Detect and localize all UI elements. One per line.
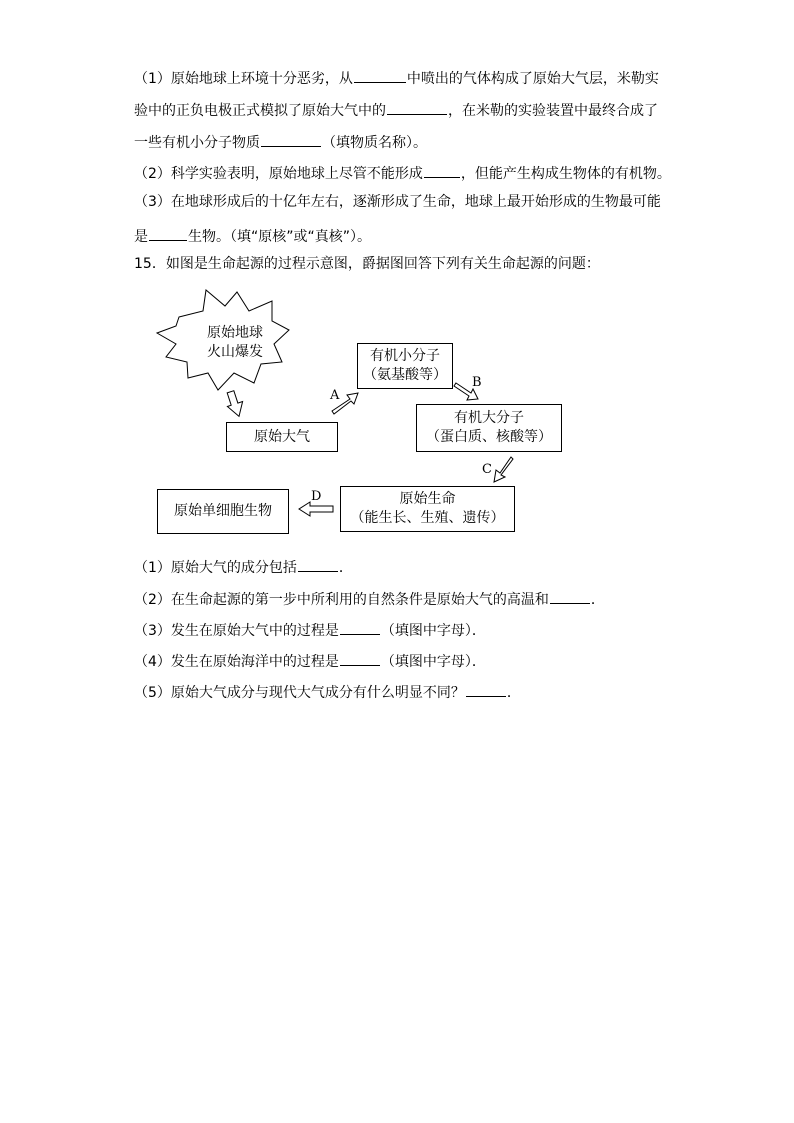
text: 中喷出的气体构成了原始大气层，米勒实	[406, 71, 659, 87]
text: （1）原始地球上环境十分恶劣，从	[134, 71, 353, 87]
q15-part2	[134, 589, 605, 608]
label-b: B	[472, 375, 482, 390]
q15-part5	[134, 682, 521, 701]
arrow-c	[494, 457, 513, 482]
large-mol-line2: （蛋白质、核酸等）	[426, 429, 552, 445]
label-c: C	[482, 462, 492, 477]
answer-blank[interactable]	[466, 682, 506, 697]
q15-part1	[134, 557, 353, 576]
text: ．	[590, 592, 605, 608]
text: （5）原始大气成分与现代大气成分有什么明显不同？	[134, 685, 465, 701]
answer-blank[interactable]	[550, 589, 590, 604]
large-mol-line1: 有机大分子	[454, 410, 524, 426]
text: 生物。（填“原核”或“真核”）。	[188, 229, 372, 245]
volcano-label	[195, 323, 275, 363]
text: （填图中字母）．	[380, 623, 486, 639]
text: ，在米勒的实验装置中最终合成了	[448, 103, 658, 119]
text: ．	[506, 685, 521, 701]
diagram-shapes	[0, 0, 794, 560]
text: （2）科学实验表明，原始地球上尽管不能形成	[134, 166, 423, 182]
text: （1）原始大气的成分包括	[134, 560, 297, 576]
label-d: D	[311, 489, 322, 504]
text: （填图中字母）．	[380, 654, 486, 670]
text: ，但能产生构成生物体的有机物。	[460, 166, 671, 182]
label-a: A	[330, 388, 340, 403]
small-mol-line2: （氨基酸等）	[363, 367, 447, 383]
q15-part3	[134, 620, 486, 639]
answer-blank[interactable]	[340, 651, 380, 666]
text: 验中的正负电极正式模拟了原始大气中的	[134, 103, 386, 119]
arrow-volcano-down	[223, 389, 246, 419]
text: （4）发生在原始海洋中的过程是	[134, 654, 339, 670]
arrow-d	[299, 502, 333, 516]
text: （填物质名称）。	[322, 135, 427, 151]
volcano-line2: 火山爆发	[207, 344, 263, 360]
atmosphere-label: 原始大气	[254, 428, 310, 445]
box-single-cell	[157, 489, 289, 534]
q15-part4	[134, 651, 486, 670]
box-primitive-atmosphere	[226, 422, 338, 452]
text: 15．如图是生命起源的过程示意图，爵据图回答下列有关生命起源的问题：	[134, 256, 600, 272]
text: 一些有机小分子物质	[134, 135, 260, 151]
volcano-line1: 原始地球	[207, 325, 263, 341]
text: ．	[338, 560, 353, 576]
box-small-molecules	[357, 343, 453, 389]
answer-blank[interactable]	[340, 620, 380, 635]
box-primitive-life	[340, 486, 515, 532]
text: 是	[134, 229, 148, 245]
text: （3）在地球形成后的十亿年左右，逐渐形成了生命，地球上最开始形成的生物最可能	[134, 194, 661, 210]
text: （2）在生命起源的第一步中所利用的自然条件是原始大气的高温和	[134, 592, 549, 608]
answer-blank[interactable]	[298, 557, 338, 572]
box-large-molecules	[416, 404, 562, 452]
single-cell-label: 原始单细胞生物	[174, 503, 272, 519]
life-line2: （能生长、生殖、遗传）	[350, 510, 505, 526]
text: （3）发生在原始大气中的过程是	[134, 623, 339, 639]
life-line1: 原始生命	[399, 491, 456, 507]
small-mol-line1: 有机小分子	[370, 348, 440, 364]
